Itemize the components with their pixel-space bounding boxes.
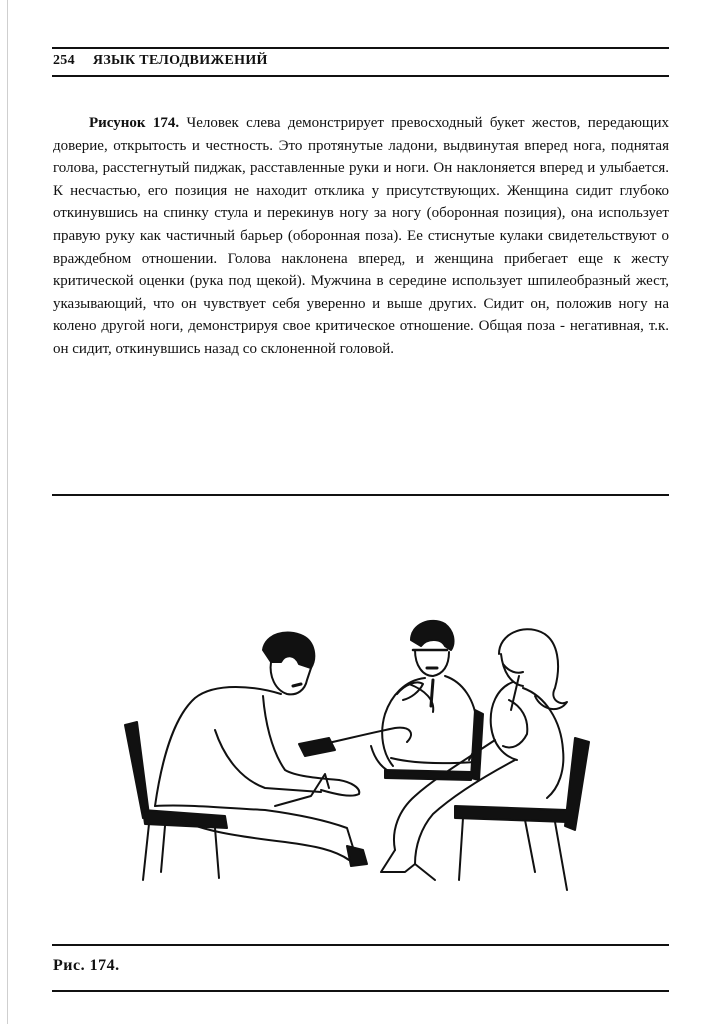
- header-rule-bottom: [52, 75, 669, 77]
- running-header: [53, 51, 268, 71]
- figure-caption: [53, 112, 669, 361]
- page-number: 254: [53, 53, 75, 68]
- section-rule: [52, 494, 669, 496]
- caption-text: Человек слева демонстрирует превосходный букет жестов, передающих доверие, открытость и честность. Это протянутые ладони, выдвинутая вперед нога, поднятая голова, расстегнутый пиджак, расставленные руки и ноги. Он наклоняется вперед и улыбается. К несчастью, его позиция не находит отклика у присутствующих. Женщина сидит глубоко откинувшись на спинку стула и перекинув ногу за ногу (оборонная позиция), она использует правую руку как частичный барьер (оборонная поза). Ее стиснутые кулаки свидетельствуют о враждебном отношении. Голова наклонена вперед, и женщина прибегает еще к жесту критической оценки (рука под щекой). Мужчина в середине использует шпилеобразный жест, указывающий, что он чувствует себя уверенно и выше других. Сидит он, положив ногу на колено другой ноги, демонстрируя свое критическое отношение. Общая поза - негативная, т.к. он сидит, откинувшись назад со склоненной головой.: [53, 115, 669, 357]
- left-chair-drawing: [125, 722, 227, 880]
- running-title: ЯЗЫК ТЕЛОДВИЖЕНИЙ: [92, 53, 268, 68]
- figure-label-rule-bottom: [52, 990, 669, 992]
- page-edge: [7, 0, 8, 1024]
- figure-label-rule-top: [52, 944, 669, 946]
- middle-chair-drawing: [385, 710, 483, 780]
- header-rule-top: [52, 47, 669, 49]
- figure-label: Рис. 174.: [53, 957, 120, 974]
- illustration-three-people-seated: [115, 610, 605, 900]
- caption-label: Рисунок 174.: [89, 115, 180, 131]
- middle-man-drawing: [299, 621, 477, 774]
